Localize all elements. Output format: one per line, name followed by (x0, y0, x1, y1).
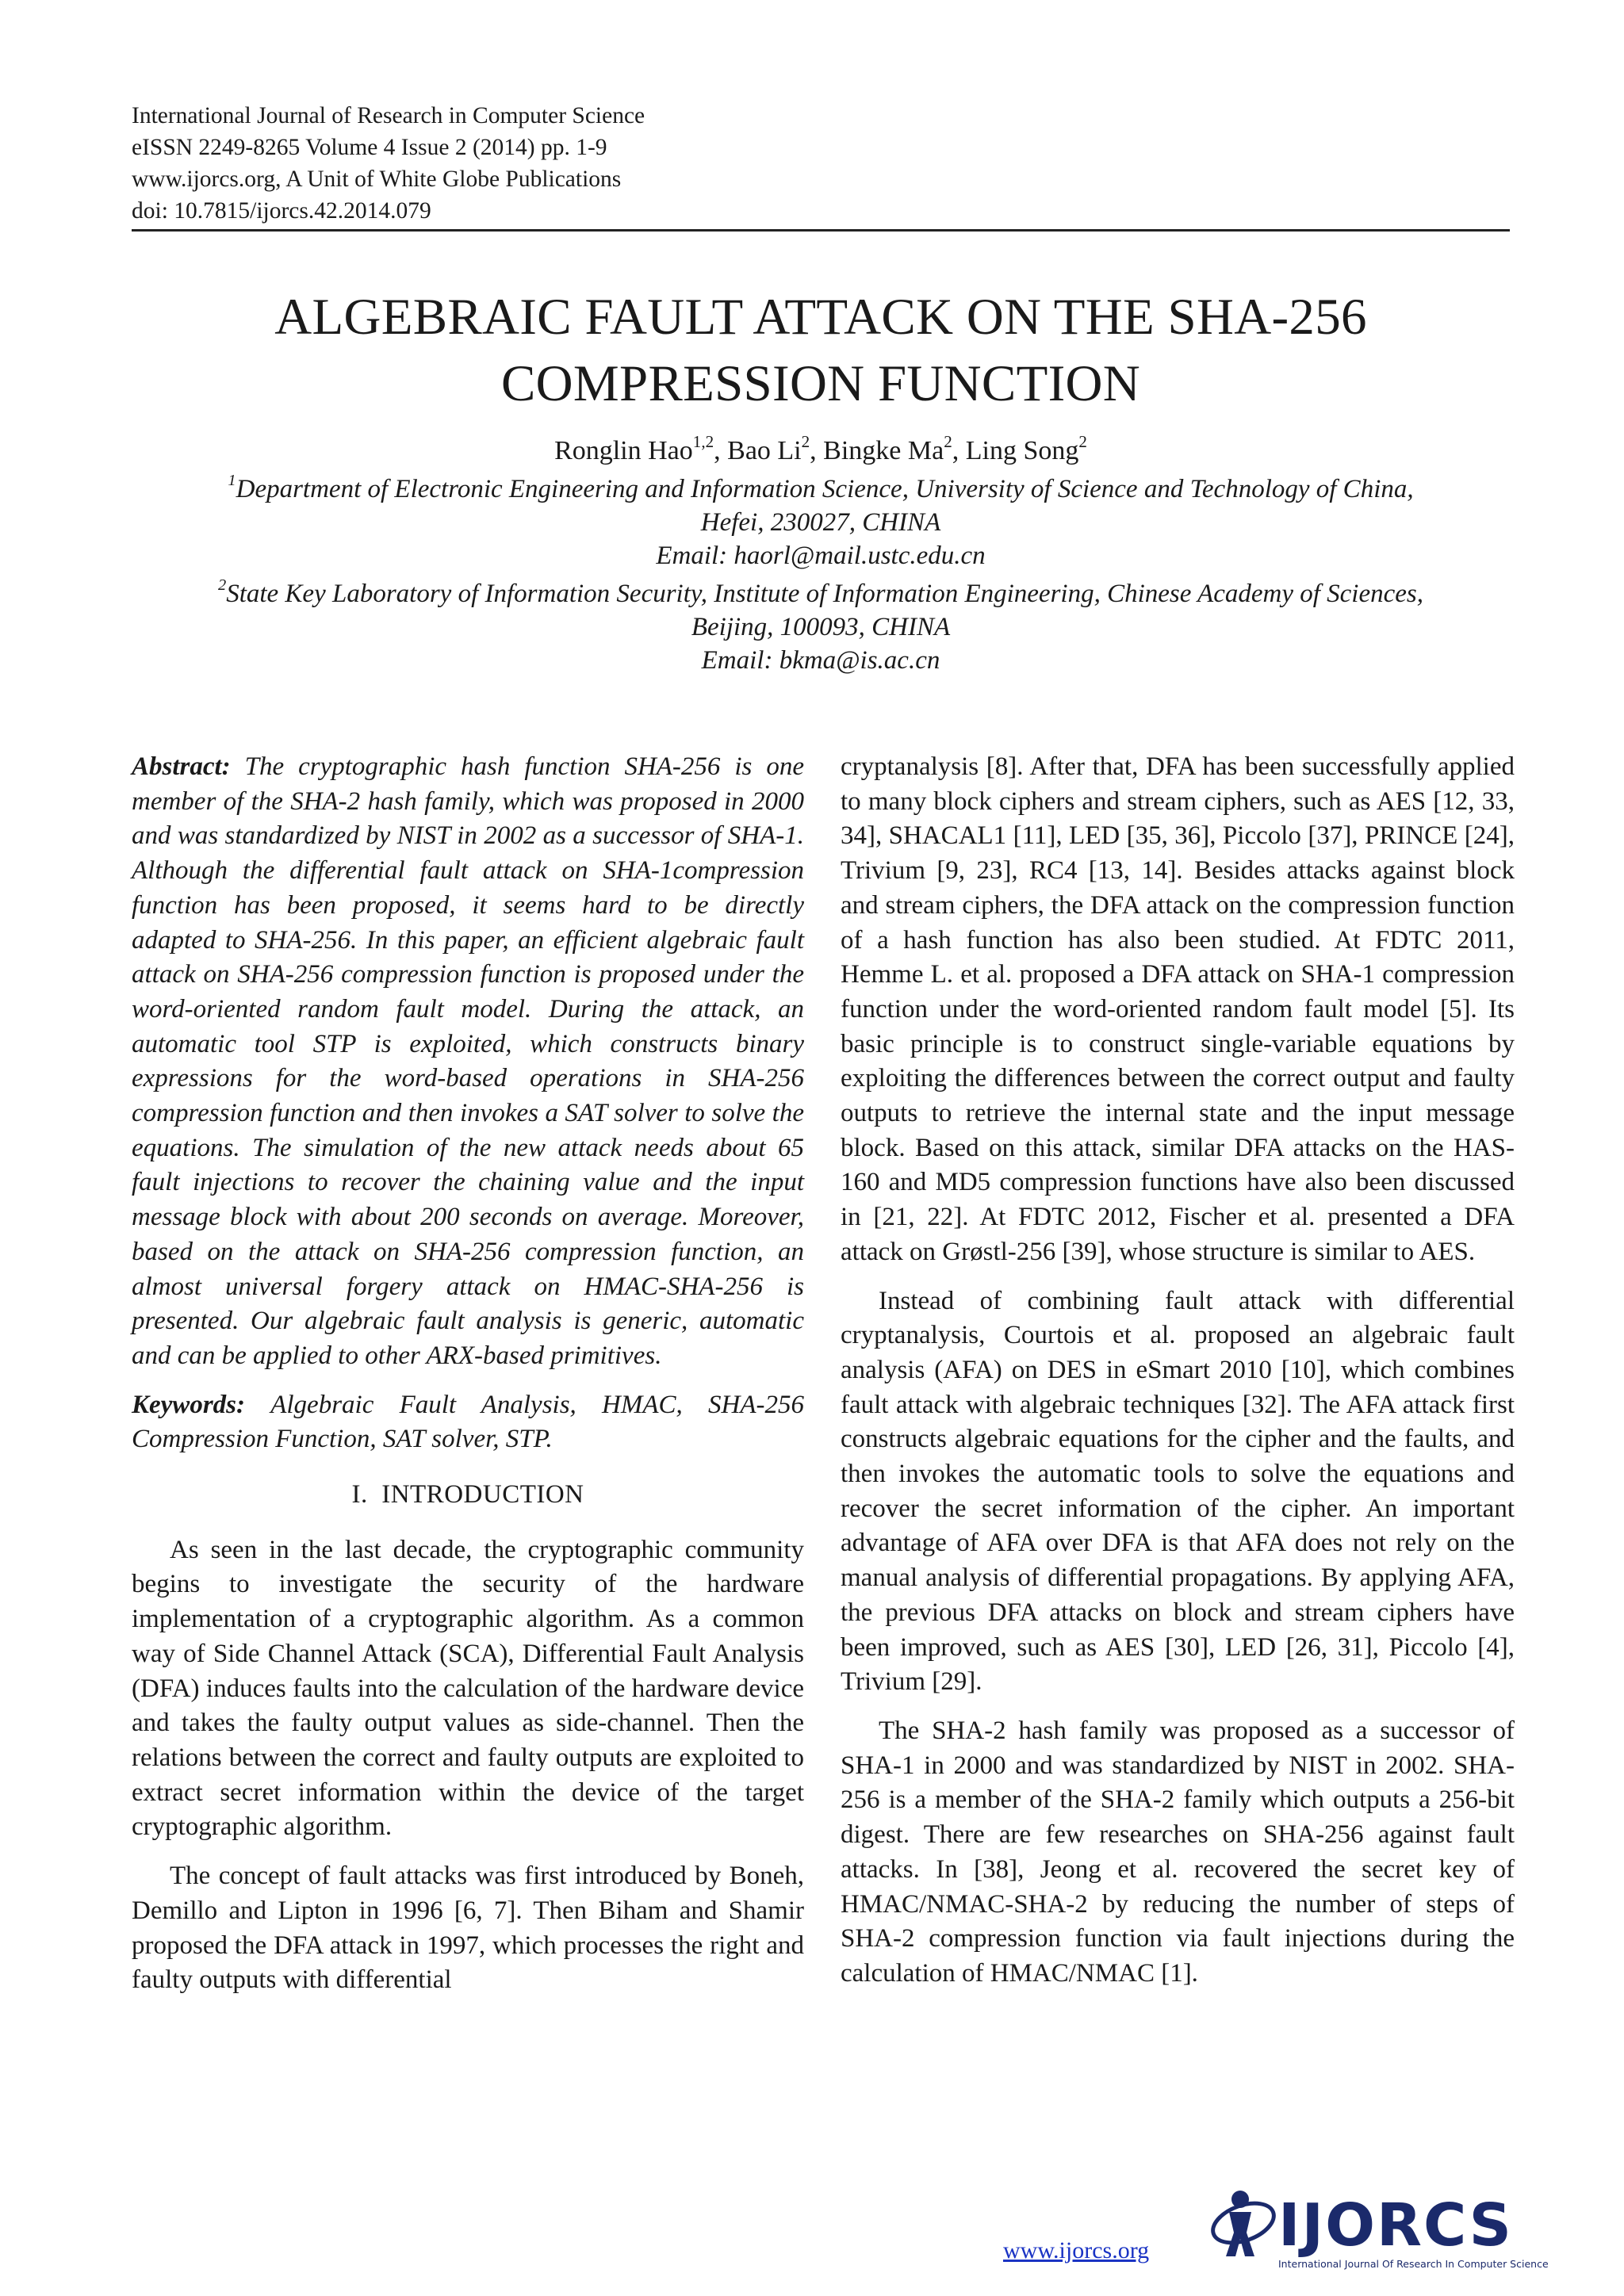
keywords-label: Keywords: (132, 1390, 245, 1419)
journal-name: International Journal of Research in Computer Science (132, 103, 645, 128)
header-rule (132, 229, 1510, 232)
body-paragraph: cryptanalysis [8]. After that, DFA has been successfully applied to many block ciphers and stream ciphers, such as AES [12, 33, 34], SHACAL1 [11], LED [35, 36], Piccolo [37], PRINCE [24], Trivium [9, 23], RC4 [13, 14]. Besides attacks against block and stream ciphers, the DFA attack on the compression function of a hash function has also been studied. At FDTC 2011, Hemme L. et al. proposed a DFA attack on SHA-1 compression function under the word-oriented random fault model [5]. Its basic principle is to construct single-variable equations by exploiting the differences between the correct output and faulty outputs to retrieve the internal state and the input message block. Based on this attack, similar DFA attacks on the HAS-160 and MD5 compression functions have also been discussed in [21, 22]. At FDTC 2012, Fischer et al. presented a DFA attack on Grøstl-256 [39], whose structure is similar to AES. (841, 752, 1515, 1266)
author-affiliation-mark: 2 (801, 431, 810, 451)
affiliation-location: Hefei, 230027, CHINA (700, 508, 941, 537)
journal-doi: doi: 10.7815/ijorcs.42.2014.079 (132, 198, 431, 224)
author-name: Ling Song (965, 436, 1079, 465)
body-paragraph: The concept of fault attacks was first introduced by Boneh, Demillo and Lipton in 1996 [6, 7]. Then Biham and Shamir proposed the DFA attack in 1997, which processes the right and faulty outputs with differential (132, 1862, 804, 1995)
keywords (132, 1388, 804, 1457)
paper-title-line-2: COMPRESSION FUNCTION (501, 355, 1140, 412)
affiliation-2 (132, 577, 1510, 677)
author-affiliation-mark: 1,2 (692, 431, 714, 451)
author-name: Ronglin Hao (554, 436, 693, 465)
body-paragraph: Instead of combining fault attack with differential cryptanalysis, Courtois et al. proposed an algebraic fault analysis (AFA) on DES in eSmart 2010 [10], which combines fault attack with algebraic techniques [32]. The AFA attack first constructs algebraic equations for the cipher and the faults, and then invokes the automatic tools to solve the equations and recover the secret information of the cipher. An important advantage of AFA over DFA is that AFA does not rely on the manual analysis of differential propagations. By applying AFA, the previous DFA attacks on block and stream ciphers have been improved, such as AES [30], LED [26, 31], Piccolo [4], Trivium [29]. (841, 1286, 1515, 1697)
affiliation-location: Beijing, 100093, CHINA (691, 613, 951, 641)
author-name: Bao Li (727, 436, 802, 465)
affiliation-line (132, 473, 1510, 506)
paper-title (132, 284, 1510, 417)
logo-wordmark: IJORCS (1278, 2191, 1513, 2260)
author-separator: , (810, 436, 824, 465)
left-column (132, 750, 804, 2012)
right-column (841, 750, 1515, 2006)
affiliation-mark: 2 (217, 576, 227, 594)
affiliation-text: Department of Electronic Engineering and Information Science, University of Science and Technology of China, (236, 475, 1414, 503)
keywords-text: Algebraic Fault Analysis, HMAC, SHA-256 Compression Function, SAT solver, STP. (132, 1390, 804, 1454)
abstract (132, 750, 804, 1374)
body-paragraph: The SHA-2 hash family was proposed as a successor of SHA-1 in 2000 and was standardized by NIST in 2002. SHA-256 is a member of the SHA-2 family which outputs a 256-bit digest. There are few researches on SHA-256 against fault attacks. In [38], Jeong et al. recovered the secret key of HMAC/NMAC-SHA-2 by reducing the number of steps of SHA-2 compression function via fault injections during the calculation of HMAC/NMAC [1]. (841, 1716, 1515, 1988)
paper-title-line-1: ALGEBRAIC FAULT ATTACK ON THE SHA-256 (274, 289, 1367, 346)
affiliation-email: Email: haorl@mail.ustc.edu.cn (656, 541, 986, 570)
footer-url-link[interactable]: www.ijorcs.org (1003, 2237, 1150, 2263)
author-affiliation-mark: 2 (944, 431, 952, 451)
ijorcs-logo-icon (1205, 2177, 1549, 2275)
affiliation-1 (132, 473, 1510, 572)
affiliation-email: Email: bkma@is.ac.cn (701, 646, 940, 675)
section-heading-introduction: I. INTRODUCTION (351, 1480, 584, 1510)
affiliation-mark: 1 (228, 471, 236, 489)
body-paragraph: As seen in the last decade, the cryptographic community begins to investigate the security of the hardware implementation of a cryptographic algorithm. As a common way of Side Channel Attack (SCA), Differential Fault Analysis (DFA) induces faults into the calculation of the hardware device and takes the faulty output values as side-channel. Then the relations between the correct and faulty outputs are exploited to extract secret information within the device of the target cryptographic algorithm. (132, 1535, 804, 1842)
journal-publisher: www.ijorcs.org, A Unit of White Globe Publications (132, 166, 622, 192)
author-affiliation-mark: 2 (1078, 431, 1087, 451)
affiliation-text: State Key Laboratory of Information Security, Institute of Information Engineering, Chinese Academy of Sciences, (226, 580, 1424, 608)
author-separator: , (714, 436, 728, 465)
logo-tagline: International Journal Of Research In Computer Science (1278, 2258, 1549, 2270)
affiliation-line (132, 577, 1510, 610)
author-separator: , (952, 436, 966, 465)
journal-issue: eISSN 2249-8265 Volume 4 Issue 2 (2014) pp. 1-9 (132, 135, 607, 160)
abstract-text: The cryptographic hash function SHA-256 is one member of the SHA-2 hash family, which was proposed in 2000 and was standardized by NIST in 2002 as a successor of SHA-1. Although the differential fault attack on SHA-1compression function has been proposed, it seems hard to be directly adapted to SHA-256. In this paper, an efficient algebraic fault attack on SHA-256 compression function is proposed under the word-oriented random fault model. During the attack, an automatic tool STP is exploited, which constructs binary expressions for the word-based operations in SHA-256 compression function and then invokes a SAT solver to solve the equations. The simulation of the new attack needs about 65 fault injections to recover the chaining value and the input message block with about 200 seconds on average. Moreover, based on the attack on SHA-256 compression function, an almost universal forgery attack on HMAC-SHA-256 is presented. Our algebraic fault analysis is generic, automatic and can be applied to other ARX-based primitives. (132, 752, 805, 1370)
author-name: Bingke Ma (823, 436, 944, 465)
abstract-label: Abstract: (132, 752, 231, 781)
journal-header (132, 100, 1511, 227)
author-list (132, 431, 1510, 468)
